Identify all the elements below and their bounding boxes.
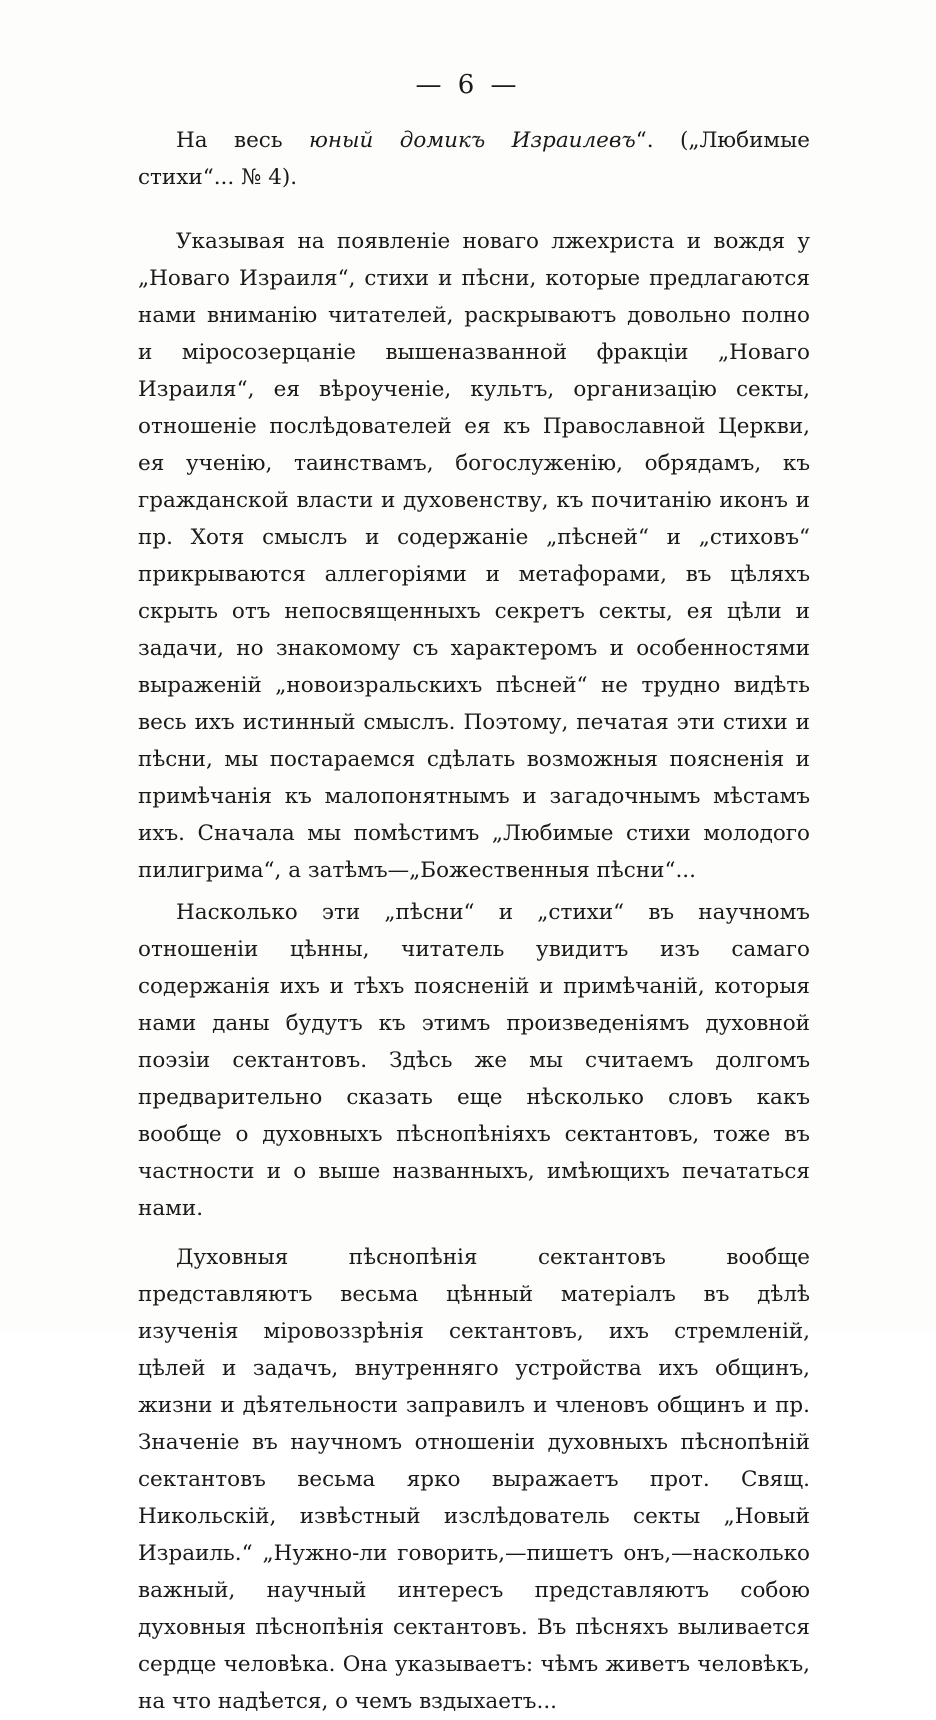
- page-number: — 6 —: [415, 70, 521, 100]
- paragraph-quote-ending: [138, 122, 810, 196]
- paragraph-1: Указывая на появленіе новаго лжехриста и вождя у „Новаго Израиля“, стихи и пѣсни, которые предлагаются нами вниманію читателей, раскрываютъ довольно полно и міросозерцаніе вышеназванной фракціи „Новаго Израиля“, ея вѣроученіе, культъ, организацію секты, отношеніе послѣдователей ея къ Православной Церкви, ея ученію, таинствамъ, богослуженію, обрядамъ, къ гражданской власти и духовенству, къ почитанію иконъ и пр. Хотя смыслъ и содержаніе „пѣсней“ и „стиховъ“ прикрываются аллегоріями и метафорами, въ цѣляхъ скрыть отъ непосвященныхъ секретъ секты, ея цѣли и задачи, но знакомому съ характеромъ и особенностями выраженій „новоизральскихъ пѣсней“ не трудно видѣть весь ихъ истинный смыслъ. Поэтому, печатая эти стихи и пѣсни, мы постараемся сдѣлать возможныя поясненія и примѣчанія къ малопонятнымъ и загадочнымъ мѣстамъ ихъ. Сначала мы помѣстимъ „Любимые стихи молодого пилигрима“, а затѣмъ—„Божественныя пѣсни“...: [138, 229, 810, 883]
- quote-italic-phrase: юный домикъ Израилевъ: [308, 128, 636, 153]
- paragraph-2: Насколько эти „пѣсни“ и „стихи“ въ научномъ отношеніи цѣнны, читатель увидитъ изъ самаго содержанія ихъ и тѣхъ поясненій и примѣчаній, которыя нами даны будутъ къ этимъ произведеніямъ духовной поэзіи сектантовъ. Здѣсь же мы считаемъ долгомъ предварительно сказать еще нѣсколько словъ какъ вообще о духовныхъ пѣснопѣніяхъ сектантовъ, тоже въ частности и о выше названныхъ, имѣющихъ печататься нами.: [138, 900, 810, 1221]
- body-text: [138, 122, 810, 1720]
- quote-tail: “. („Любимые стихи“... № 4).: [138, 128, 810, 190]
- paragraph-3: Духовныя пѣснопѣнія сектантовъ вообще представляютъ весьма цѣнный матеріалъ въ дѣлѣ изученія міровоззрѣнія сектантовъ, ихъ стремленій, цѣлей и задачъ, внутренняго устройства ихъ общинъ, жизни и дѣятельности заправилъ и членовъ общинъ и пр. Значеніе въ научномъ отношеніи духовныхъ пѣснопѣній сектантовъ весьма ярко выражаетъ прот. Свящ. Никольскій, извѣстный изслѣдователь секты „Новый Израиль.“ „Нужно-ли говорить,—пишетъ онъ,—насколько важный, научный интересъ представляютъ собою духовныя пѣснопѣнія сектантовъ. Въ пѣсняхъ выливается сердце человѣка. Она указываетъ: чѣмъ живетъ человѣкъ, на что надѣется, о чемъ вздыхаетъ...: [138, 1245, 810, 1714]
- quote-lead: На весь: [176, 128, 309, 153]
